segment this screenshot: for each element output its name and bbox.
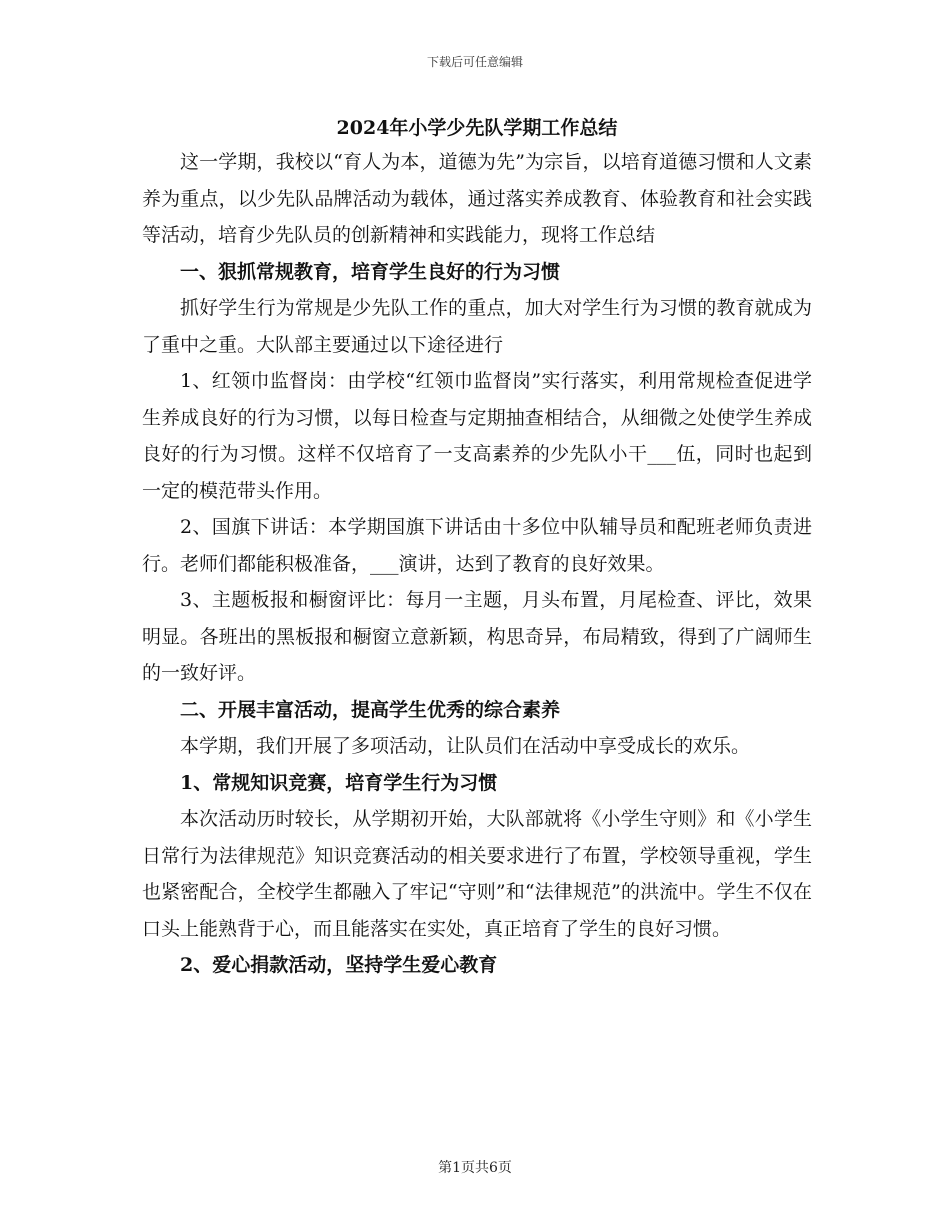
item-flag-speech: 2、国旗下讲话：本学期国旗下讲话由十多位中队辅导员和配班老师负责进行。老师们都能积极准备，___演讲，达到了教育的良好效果。 (142, 516, 812, 575)
section-2-paragraph: 本学期，我们开展了多项活动，让队员们在活动中享受成长的欢乐。 (180, 735, 751, 757)
knowledge-contest-paragraph: 本次活动历时较长，从学期初开始，大队部就将《小学生守则》和《小学生日常行为法律规范》知识竞赛活动的相关要求进行了布置，学校领导重视，学生也紧密配合，全校学生都融入了牢记“守则”和“法律规范”的洪流中。学生不仅在口头上能熟背于心，而且能落实在实处，真正培育了学生的良好习惯。 (142, 808, 812, 940)
intro-paragraph: 这一学期，我校以“育人为本，道德为先”为宗旨，以培育道德习惯和人文素养为重点，以少先队品牌活动为载体，通过落实养成教育、体验教育和社会实践等活动，培育少先队员的创新精神和实践能力，现将工作总结 (142, 151, 812, 246)
section-heading-2: 二、开展丰富活动，提高学生优秀的综合素养 (180, 698, 561, 721)
page-footer: 第1页共6页 (438, 1160, 512, 1176)
item-red-scarf-supervision: 1、红领巾监督岗：由学校“红领巾监督岗”实行落实，利用常规检查促进学生养成良好的行为习惯，以每日检查与定期抽查相结合，从细微之处使学生养成良好的行为习惯。这样不仅培育了一支高素养的少先队小干___伍，同时也起到一定的模范带头作用。 (142, 370, 812, 502)
subheading-knowledge-contest: 1、常规知识竞赛，培育学生行为习惯 (180, 771, 498, 794)
item-blackboard-contest: 3、主题板报和橱窗评比：每月一主题，月头布置，月尾检查、评比，效果明显。各班出的黑板报和橱窗立意新颖，构思奇异，布局精致，得到了广阔师生的一致好评。 (142, 589, 812, 684)
header-note: 下载后可任意编辑 (426, 55, 523, 69)
section-1-paragraph: 抓好学生行为常规是少先队工作的重点，加大对学生行为习惯的教育就成为了重中之重。大队部主要通过以下途径进行 (142, 297, 812, 356)
subheading-charity-donation: 2、爱心捐款活动，坚持学生爱心教育 (180, 954, 498, 976)
document-body (142, 112, 812, 984)
section-heading-1: 一、狠抓常规教育，培育学生良好的行为习惯 (180, 260, 561, 283)
document-title: 2024年小学少先队学期工作总结 (336, 117, 618, 139)
